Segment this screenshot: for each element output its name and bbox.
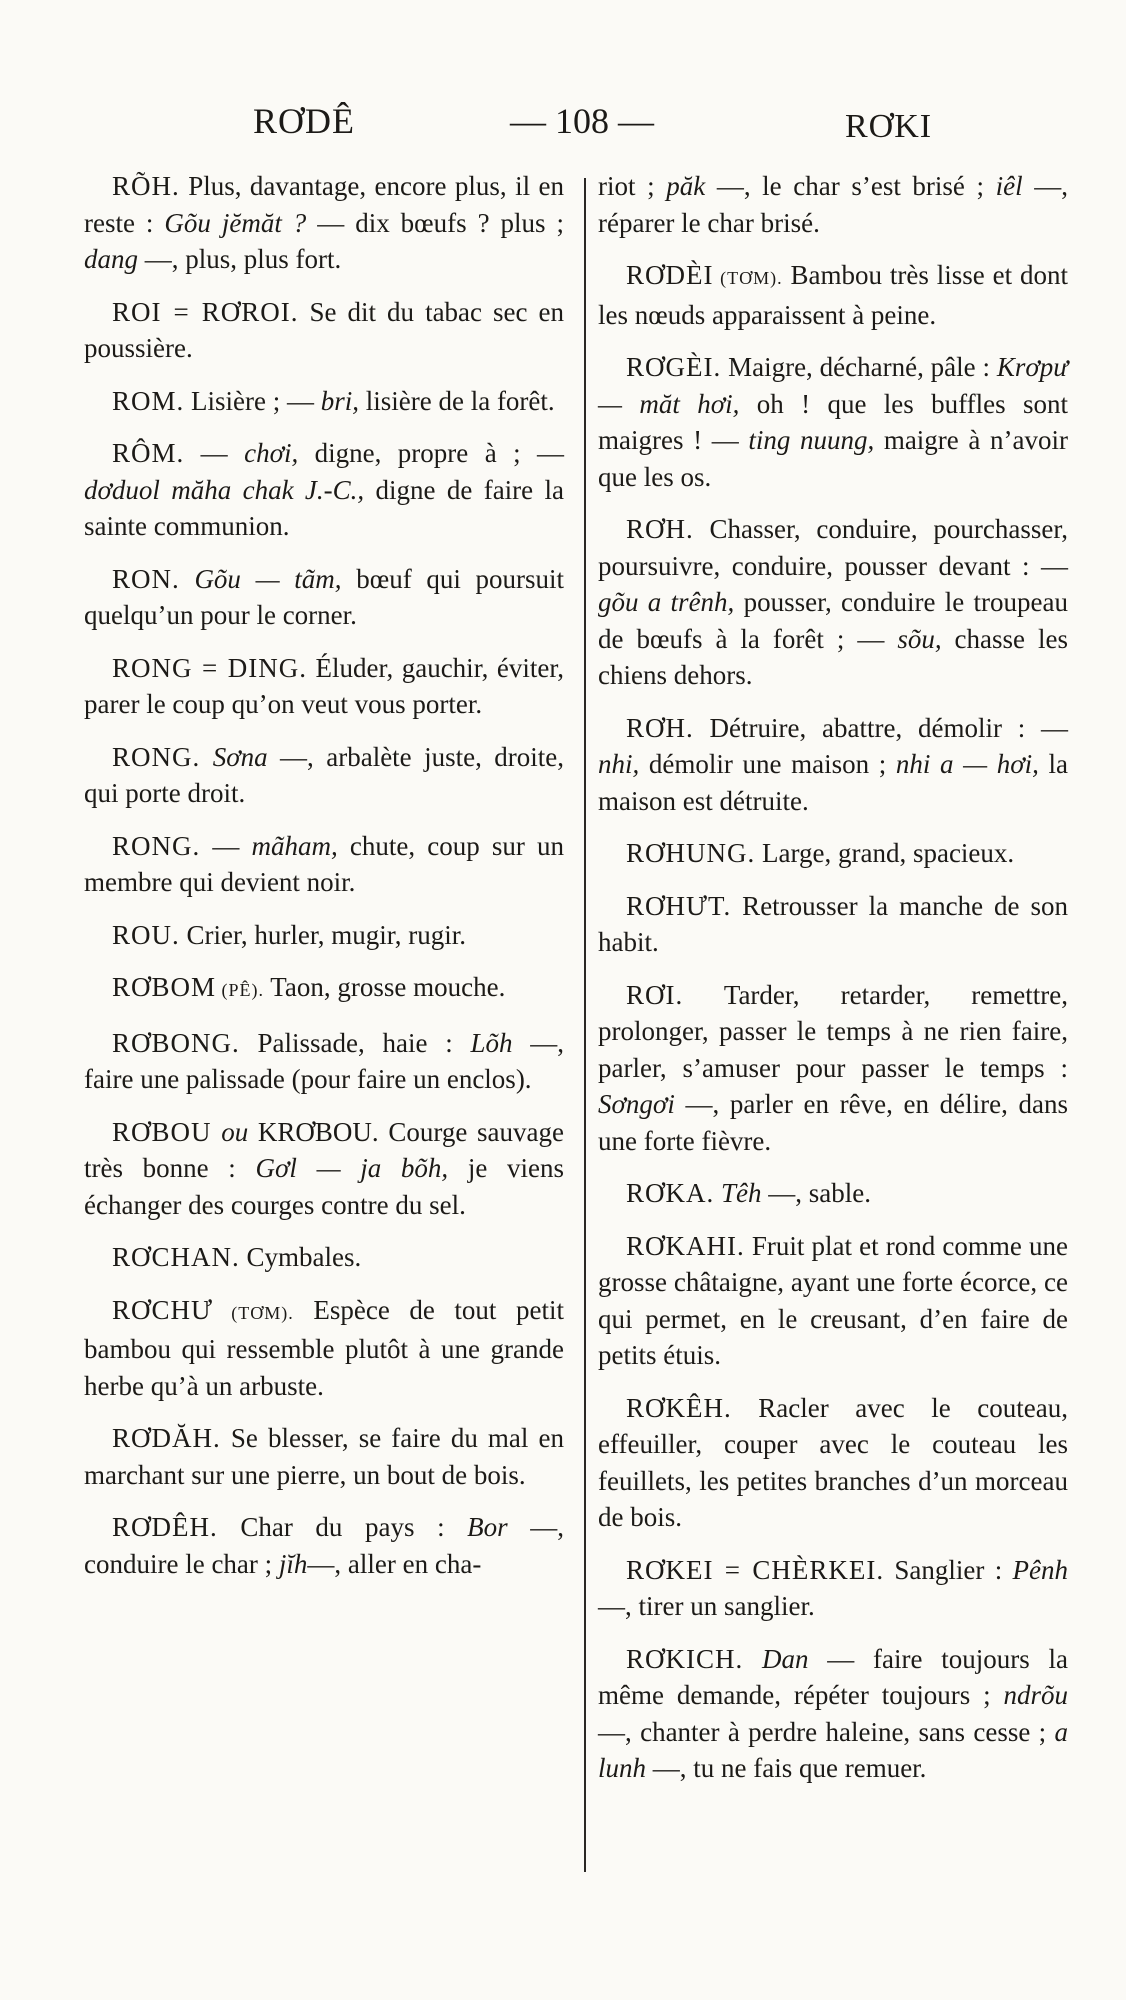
header-right-guideword: RƠKI	[845, 108, 933, 145]
dictionary-entry	[84, 1292, 564, 1405]
definition-text	[200, 742, 212, 772]
headword: RÕH.	[112, 171, 180, 201]
definition-text	[743, 1644, 762, 1674]
example-phrase: chơi,	[244, 438, 299, 468]
definition-text: —, réparer le char brisé.	[598, 171, 1068, 238]
dictionary-entry	[84, 739, 564, 812]
right-column	[598, 168, 1068, 1803]
definition-text: Maigre, décharné, pâle :	[721, 352, 997, 382]
dictionary-entry	[84, 168, 564, 278]
definition-text: Se dit du tabac sec en poussière.	[84, 296, 565, 363]
headword: RƠKEI = CHÈRKEI.	[626, 1554, 885, 1585]
example-phrase: nhi a — hơi,	[895, 749, 1039, 779]
definition-text: maigre à n’avoir que les os.	[598, 425, 1068, 492]
example-phrase: ou	[221, 1116, 249, 1147]
example-phrase: ndrõu	[1003, 1680, 1068, 1710]
definition-text: pousser, conduire le troupeau de bœufs à la forêt ; —	[598, 587, 1068, 654]
page-header	[0, 100, 1126, 160]
definition-text: KRƠBOU. Courge sauvage très bonne :	[84, 1116, 565, 1183]
definition-text: Sanglier :	[884, 1554, 1013, 1585]
definition-text: Lisière ; —	[184, 385, 321, 416]
headword: ROI = RƠROI.	[112, 296, 299, 327]
definition-text	[180, 564, 195, 594]
dictionary-entry	[84, 383, 564, 420]
dictionary-entry	[598, 1228, 1068, 1374]
dictionary-entry	[84, 650, 564, 723]
definition-text: Palissade, haie :	[239, 1027, 471, 1058]
definition-text: —, plus, plus fort.	[138, 244, 342, 274]
definition-text: —	[200, 830, 252, 861]
definition-text: Espèce de tout petit bambou qui ressemble plutôt à une grande herbe qu’à un arbuste.	[84, 1294, 564, 1401]
definition-text: chasse les chiens dehors.	[598, 623, 1069, 690]
dictionary-entry	[84, 561, 564, 634]
page-number: — 108 —	[510, 101, 654, 141]
dictionary-entry	[84, 1239, 564, 1276]
definition-text: — faire toujours la même demande, répéter toujours ;	[598, 1643, 1068, 1710]
definition-text: lisière de la forêt.	[359, 385, 555, 416]
definition-text: chute, coup sur un membre qui devient noir.	[84, 830, 565, 897]
example-phrase: ting nuung,	[748, 425, 875, 455]
definition-text: —, tu ne fais que remuer.	[646, 1753, 927, 1783]
example-phrase: Têh	[721, 1178, 762, 1208]
definition-text: —, conduire le char ;	[84, 1512, 564, 1579]
headword: RƠBONG.	[112, 1027, 240, 1058]
example-phrase: sõu,	[897, 623, 942, 654]
example-phrase: Bor	[467, 1512, 508, 1542]
definition-text: Tarder, retarder, remettre, prolonger, passer le temps à ne rien faire, parler, s’amuser pour passer le temps :	[598, 979, 1068, 1083]
headword: RƠCHAN.	[112, 1242, 240, 1272]
example-phrase: a lunh	[598, 1716, 1068, 1783]
definition-text: —, faire une palissade (pour faire un enclos).	[84, 1027, 564, 1094]
headword: RƠH.	[626, 712, 694, 743]
example-phrase: păk	[666, 171, 706, 201]
dictionary-entry	[84, 294, 564, 367]
definition-text: Se blesser, se faire du mal en marchant sur une pierre, un bout de bois.	[84, 1423, 564, 1490]
dictionary-entry	[84, 969, 564, 1009]
usage-label: (PÊ).	[216, 980, 265, 1000]
example-phrase: Sơna	[212, 741, 268, 772]
definition-text: bœuf qui poursuit quelqu’un pour le corner.	[84, 563, 565, 630]
headword: RÔM.	[112, 438, 185, 468]
example-phrase: Gơl — ja bõh,	[255, 1153, 449, 1183]
headword: RONG.	[112, 741, 201, 772]
definition-text: Plus, davantage, encore plus, il en reste :	[84, 171, 564, 238]
headword: RƠDÈI	[626, 260, 714, 290]
headword: ROM.	[112, 385, 185, 416]
dictionary-entry	[598, 511, 1068, 694]
headword: RƠI.	[626, 979, 684, 1010]
definition-text	[212, 1117, 222, 1147]
dictionary-entry	[598, 888, 1068, 961]
definition-text: la maison est détruite.	[598, 749, 1068, 816]
headword: RƠKICH.	[626, 1643, 744, 1674]
header-left-guideword: RƠDÊ	[253, 101, 355, 141]
definition-text: —, tirer un sanglier.	[598, 1591, 815, 1621]
definition-text: Retrousser la manche de son habit.	[598, 890, 1068, 957]
definition-text: Fruit plat et rond comme une grosse châtaigne, ayant une forte écorce, ce qui permet, en le creusant, d’en faire de petits étuis.	[598, 1230, 1068, 1370]
definition-text: Bambou très lisse et dont les nœuds apparaissent à peine.	[598, 260, 1068, 330]
headword: ROU.	[112, 919, 180, 950]
dictionary-entry	[598, 1641, 1068, 1787]
dictionary-entry	[84, 917, 564, 954]
definition-text: Éluder, gauchir, éviter, parer le coup qu’on veut vous porter.	[84, 652, 565, 719]
headword: RONG.	[112, 830, 201, 861]
example-phrase: dang	[84, 244, 138, 274]
definition-text: Large, grand, spacieux.	[755, 838, 1015, 868]
definition-text: —, arbalète juste, droite, qui porte droit.	[84, 741, 565, 808]
headword: RƠDĂH.	[112, 1423, 221, 1453]
example-phrase: Dan	[762, 1643, 809, 1674]
dictionary-entry	[84, 828, 564, 901]
definition-text	[714, 1178, 721, 1208]
headword: RƠKA.	[626, 1178, 715, 1208]
dictionary-entry	[84, 1025, 564, 1098]
dictionary-entry	[84, 435, 564, 545]
definition-text: Cymbales.	[239, 1242, 362, 1272]
definition-text: —, chanter à perdre haleine, sans cesse ;	[598, 1716, 1055, 1747]
definition-text: Chasser, conduire, pourchasser, poursuivre, conduire, pousser devant : —	[598, 514, 1068, 581]
definition-text: Char du pays :	[217, 1512, 468, 1542]
dictionary-entry	[598, 835, 1068, 872]
example-phrase: bri,	[320, 385, 359, 416]
usage-label: (TƠM).	[212, 1302, 294, 1323]
headword: RƠH.	[626, 514, 694, 544]
dictionary-entry	[598, 349, 1068, 495]
definition-text: —, sable.	[761, 1178, 871, 1208]
definition-text: riot ;	[598, 171, 667, 201]
dictionary-entry	[84, 1509, 564, 1582]
example-phrase: gõu a trênh,	[598, 587, 735, 617]
definition-text: Taon, grosse mouche.	[264, 972, 506, 1002]
example-phrase: Lõh	[470, 1027, 513, 1058]
definition-text: —, le char s’est brisé ;	[705, 171, 996, 201]
example-phrase: dơduol măha chak J.-C.,	[84, 474, 365, 505]
definition-text: —, parler en rêve, en délire, dans une forte fièvre.	[598, 1089, 1068, 1156]
headword: RON.	[112, 563, 180, 594]
left-column	[84, 168, 564, 1598]
headword: RƠBOU	[112, 1116, 212, 1147]
definition-text: —	[184, 438, 245, 468]
example-phrase: Gõu jĕmăt ?	[164, 207, 307, 238]
definition-text: Crier, hurler, mugir, rugir.	[179, 919, 466, 950]
example-phrase: iêl	[995, 171, 1023, 201]
headword: RƠBOM	[112, 972, 217, 1002]
headword: RƠDÊH.	[112, 1512, 218, 1542]
headword: RƠGÈI.	[626, 352, 722, 382]
definition-text: —, aller en cha-	[307, 1548, 482, 1579]
dictionary-entry	[598, 1390, 1068, 1536]
headword: RƠKÊH.	[626, 1392, 732, 1423]
dictionary-entry	[598, 168, 1068, 241]
example-phrase: Sơngơi	[598, 1089, 675, 1119]
definition-text: — dix bœufs ? plus ;	[306, 207, 564, 238]
headword: RƠHUNG.	[626, 838, 756, 868]
dictionary-entry	[598, 710, 1068, 820]
example-phrase: Gõu — tãm,	[194, 563, 342, 594]
definition-text: digne de faire la sainte communion.	[84, 474, 564, 541]
dictionary-entry	[598, 1175, 1068, 1212]
definition-text: Détruire, abattre, démolir : —	[693, 712, 1068, 743]
definition-text: démolir une maison ;	[639, 749, 896, 779]
definition-text: oh ! que les buffles sont maigres ! —	[598, 388, 1068, 455]
headword: RƠCHƯ	[112, 1294, 213, 1325]
definition-text: je viens échanger des courges contre du sel.	[84, 1153, 564, 1220]
column-divider	[584, 178, 586, 1872]
example-phrase: mãham,	[251, 830, 338, 861]
usage-label: (TƠM).	[713, 268, 783, 288]
example-phrase: Krơpư — măt hơi,	[598, 352, 1068, 419]
dictionary-entry	[84, 1114, 564, 1224]
definition-text: digne, propre à ; —	[298, 438, 565, 468]
headword: RƠHƯT.	[626, 890, 732, 921]
definition-text: Racler avec le couteau, effeuiller, couper avec le couteau les feuillets, les petites branches d’un morceau de bois.	[598, 1392, 1068, 1532]
example-phrase: jĭh	[278, 1548, 308, 1579]
dictionary-entry	[598, 977, 1068, 1160]
example-phrase: nhi,	[598, 749, 640, 779]
example-phrase: Pênh	[1012, 1554, 1068, 1585]
headword: RONG = DING.	[112, 652, 308, 683]
dictionary-entry	[598, 1552, 1068, 1625]
dictionary-entry	[598, 257, 1068, 333]
headword: RƠKAHI.	[626, 1230, 745, 1261]
dictionary-entry	[84, 1420, 564, 1493]
